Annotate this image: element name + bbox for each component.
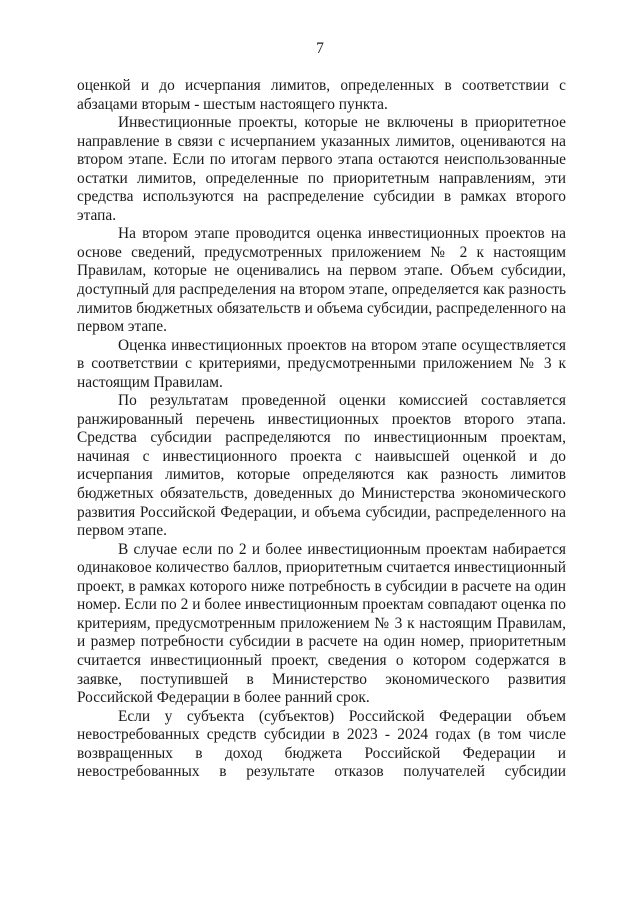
paragraph: В случае если по 2 и более инвестиционным проектам набирается одинаковое количество баллов, приоритетным считается инвестиционный проект, в рамках которого ниже потребность в субсидии в расчете на один номер. Если по 2 и более инвестиционным проектам совпадают оценка по критериям, предусмотренным приложением № 3 к настоящим Правилам, и размер потребности субсидии в расчете на один номер, приоритетным считается инвестиционный проект, сведения о котором содержатся в заявке, поступившей в Министерство экономического развития Российской Федерации в более ранний срок. xyxy=(77,540,566,707)
paragraph: По результатам проведенной оценки комиссией составляется ранжированный перечень инвестиционных проектов второго этапа. Средства субсидии распределяются по инвестиционным проектам, начиная с инвестиционного проекта с наивысшей оценкой и до исчерпания лимитов, которые определяются как разность лимитов бюджетных обязательств, доведенных до Министерства экономического развития Российской Федерации, и объема субсидии, распределенного на первом этапе. xyxy=(77,392,566,540)
page-number: 7 xyxy=(316,40,324,57)
paragraph-continuation: оценкой и до исчерпания лимитов, определенных в соответствии с абзацами вторым - шестым настоящего пункта. xyxy=(77,77,566,113)
paragraph: Инвестиционные проекты, которые не включены в приоритетное направление в связи с исчерпанием указанных лимитов, оцениваются на втором этапе. Если по итогам первого этапа остаются неиспользованные остатки лимитов, определенные по приоритетным направлениям, эти средства используются на распределение субсидии в рамках второго этапа. xyxy=(77,114,566,224)
paragraph: Оценка инвестиционных проектов на втором этапе осуществляется в соответствии с критериями, предусмотренными приложением № 3 к настоящим Правилам. xyxy=(77,336,566,391)
document-body xyxy=(77,77,566,782)
paragraph: На втором этапе проводится оценка инвестиционных проектов на основе сведений, предусмотренных приложением № 2 к настоящим Правилам, которые не оценивались на первом этапе. Объем субсидии, доступный для распределения на втором этапе, определяется как разность лимитов бюджетных обязательств и объема субсидии, распределенного на первом этапе. xyxy=(77,225,566,336)
paragraph-truncated: Если у субъекта (субъектов) Российской Федерации объем невостребованных средств субсидии в 2023 - 2024 годах (в том числе возвращенных в доход бюджета Российской Федерации и невостребованных в результате отказов получателей субсидии xyxy=(77,707,566,781)
